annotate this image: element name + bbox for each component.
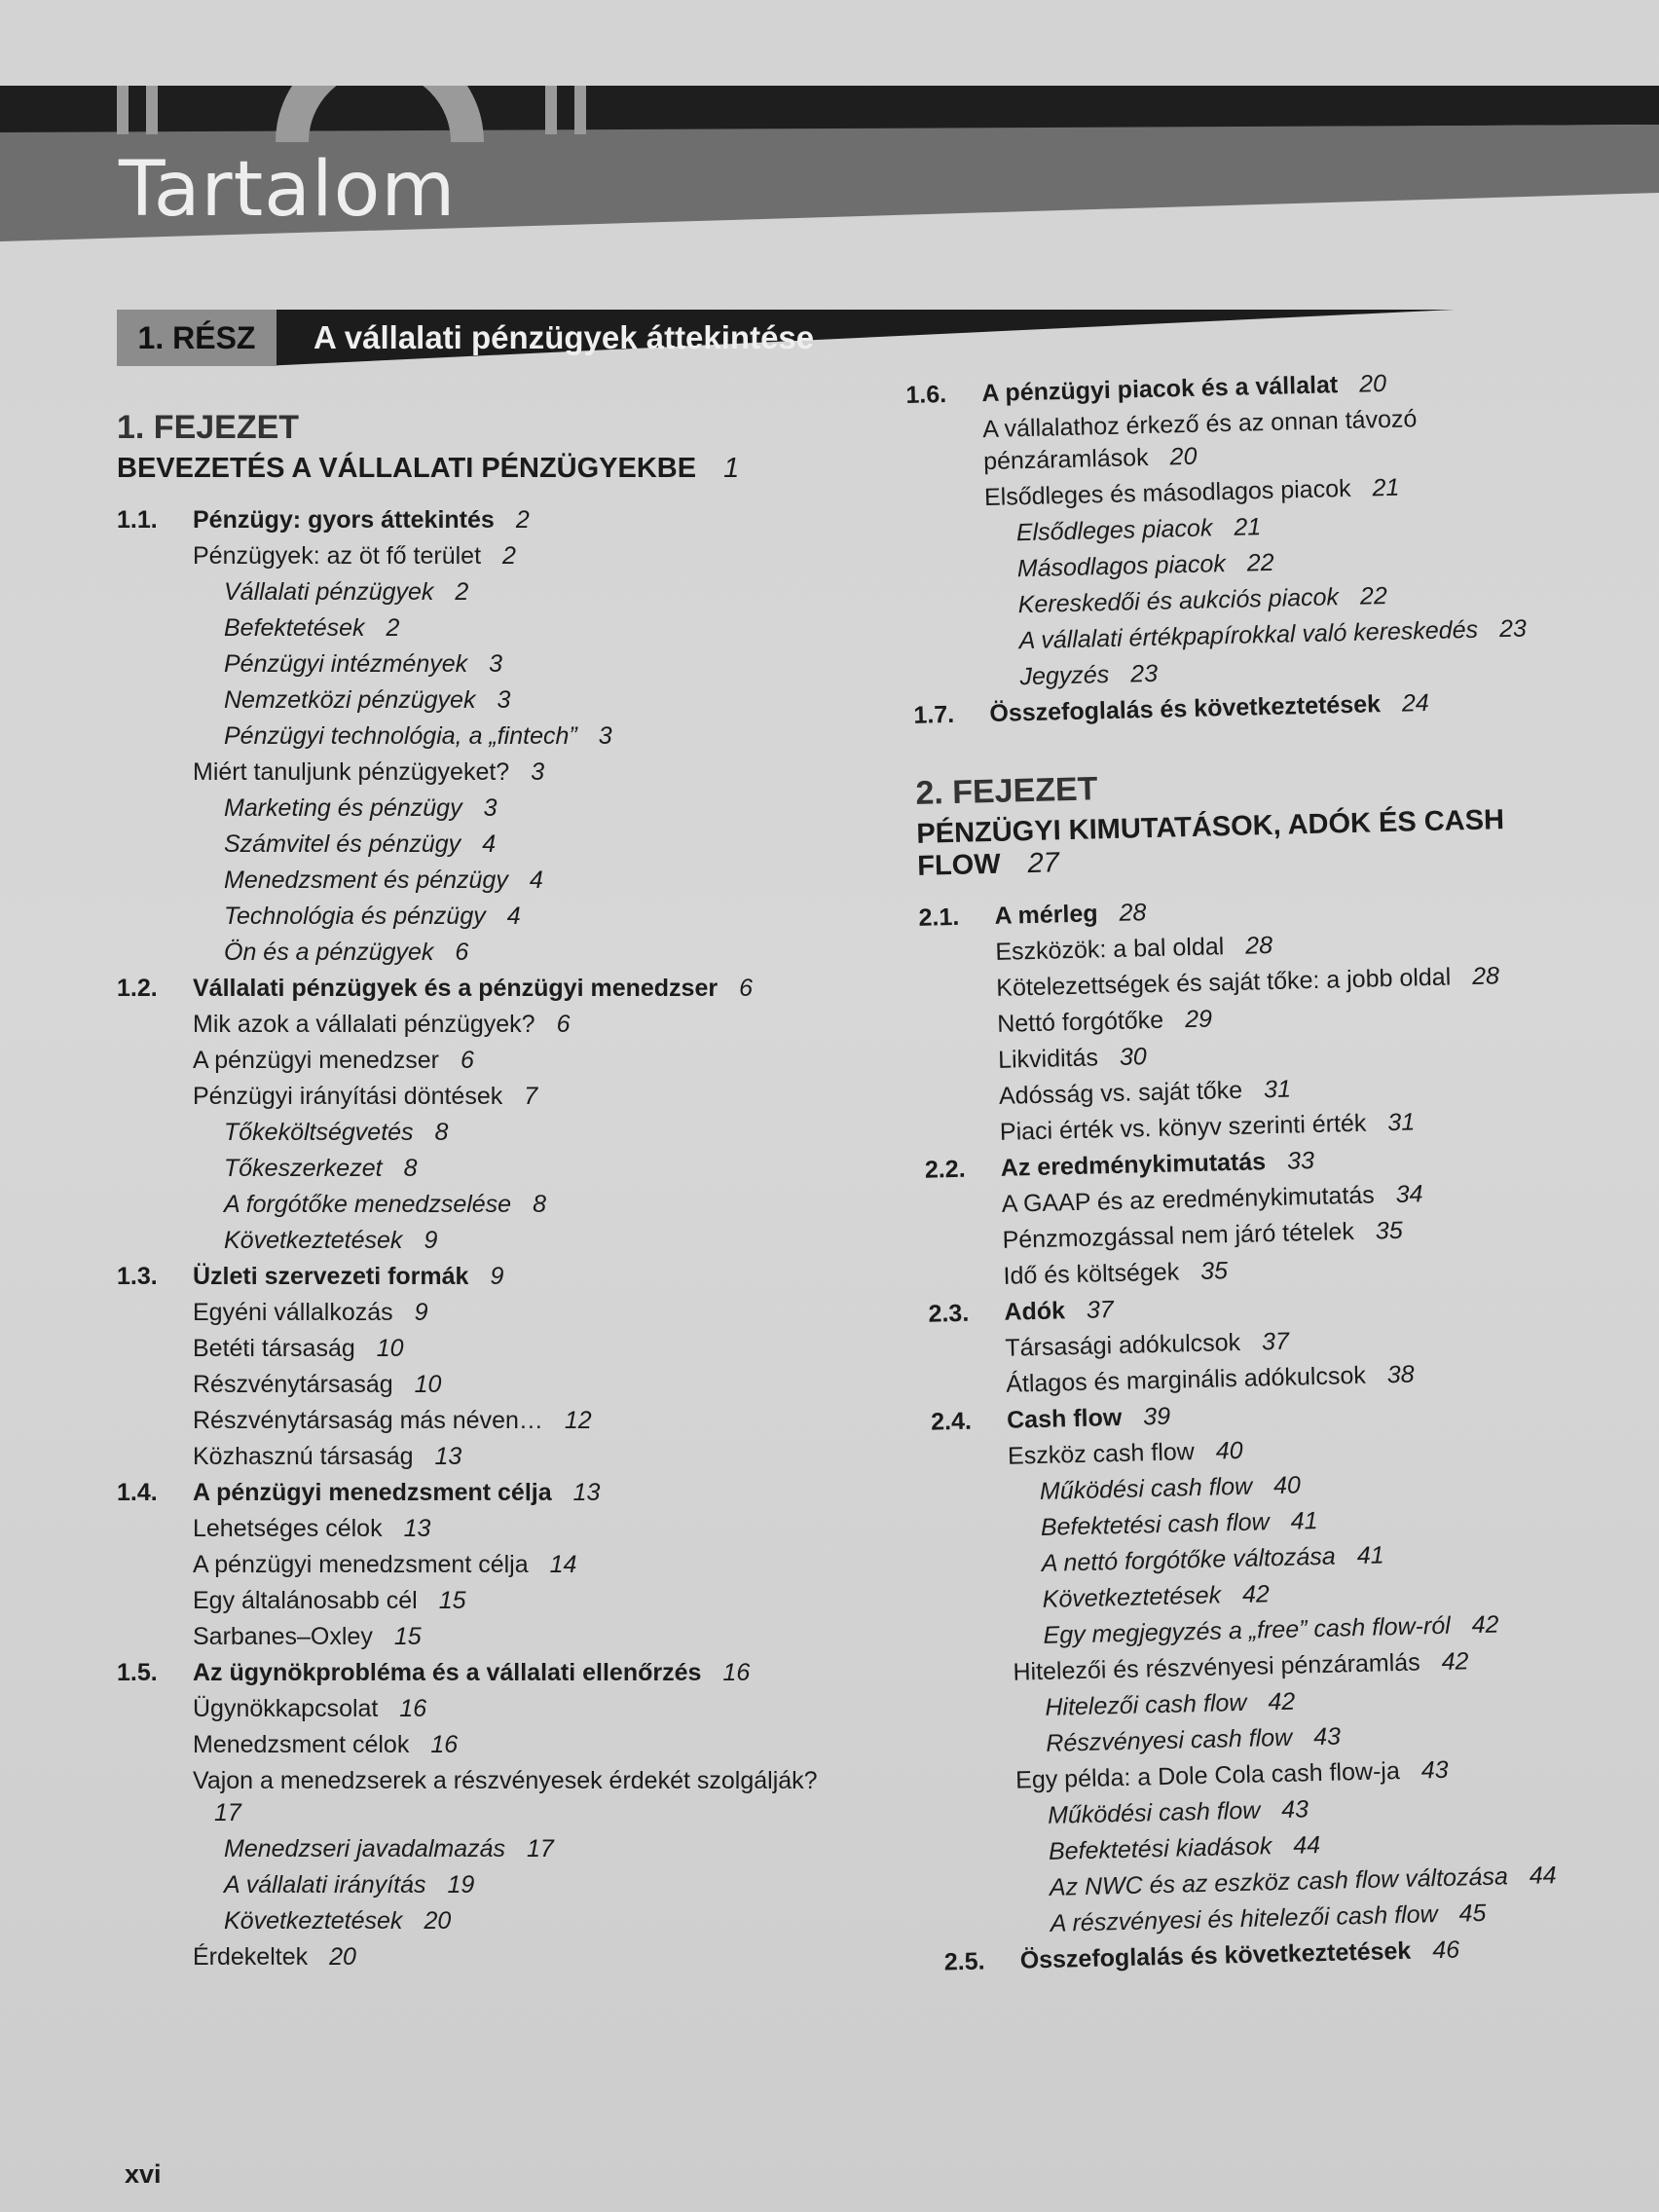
entry-title: Kötelezettségek és saját tőke: a jobb oldal — [996, 963, 1452, 1002]
toc-subsection-entry — [117, 1367, 857, 1403]
entry-title: Vállalati pénzügyek — [224, 578, 434, 606]
entry-page-number: 24 — [1401, 688, 1430, 718]
entry-title: Befektetési kiadások — [1048, 1832, 1272, 1865]
entry-title: Mik azok a vállalati pénzügyek? — [193, 1011, 535, 1038]
entry-page-number: 2 — [386, 614, 400, 642]
section-number: 1.5. — [117, 1659, 158, 1686]
entry-page-number: 43 — [1312, 1722, 1342, 1751]
entry-page-number: 9 — [414, 1299, 428, 1326]
toc-subsection-entry — [117, 1331, 857, 1367]
entry-page-number: 14 — [549, 1551, 577, 1578]
entry-page-number: 21 — [1372, 473, 1400, 502]
toc-subsection-entry — [117, 1079, 857, 1115]
entry-page-number: 6 — [455, 939, 469, 966]
toc-section-entry — [117, 502, 857, 538]
toc-section-entry — [117, 1259, 857, 1295]
entry-page-number: 41 — [1356, 1541, 1384, 1570]
entry-title: Másodlagos piacok — [1016, 550, 1227, 583]
entry-title: Menedzseri javadalmazás — [224, 1835, 506, 1862]
chapter-1-title-text: BEVEZETÉS A VÁLLALATI PÉNZÜGYEKBE — [117, 453, 697, 484]
entry-title: Következtetések — [224, 1907, 403, 1935]
toc-subsection-entry — [117, 755, 857, 791]
entry-page-number: 43 — [1420, 1755, 1449, 1785]
toc-subsubsection-entry — [117, 827, 857, 863]
entry-title: A pénzügyi menedzser — [193, 1047, 439, 1074]
entry-page-number: 44 — [1529, 1862, 1557, 1890]
entry-title: Elsődleges és másodlagos piacok — [983, 474, 1351, 512]
entry-title: Összefoglalás és következtetések — [989, 690, 1382, 727]
section-number: 1.2. — [117, 975, 158, 1002]
entry-title: A vállalathoz érkező és az onnan távozó pénzáramlások — [981, 405, 1418, 476]
entry-title: Részvénytársaság — [193, 1371, 393, 1398]
entry-title: Következtetések — [1042, 1581, 1222, 1613]
part-label: 1. RÉSZ — [117, 310, 276, 366]
entry-page-number: 7 — [524, 1083, 538, 1110]
entry-page-number: 20 — [1169, 442, 1198, 471]
entry-title: A GAAP és az eredménykimutatás — [1001, 1181, 1376, 1218]
entry-title: A pénzügyi menedzsment célja — [193, 1551, 529, 1578]
entry-page-number: 3 — [531, 758, 545, 786]
entry-page-number: 20 — [1358, 369, 1387, 398]
entry-title: A nettó forgótőke változása — [1041, 1542, 1337, 1577]
entry-page-number: 10 — [376, 1335, 404, 1362]
entry-title: Hitelezői és részvényesi pénzáramlás — [1013, 1648, 1420, 1686]
toc-subsubsection-entry — [117, 863, 857, 899]
entry-page-number: 22 — [1246, 548, 1274, 577]
entry-title: Pénzügyi technológia, a „fintech” — [224, 722, 577, 750]
entry-title: Pénzügyi irányítási döntések — [193, 1083, 503, 1110]
entry-title: Üzleti szervezeti formák — [193, 1263, 469, 1290]
entry-title: Hitelezői cash flow — [1045, 1688, 1247, 1721]
entry-page-number: 6 — [556, 1011, 571, 1038]
entry-page-number: 16 — [722, 1659, 751, 1686]
entry-title: Számvitel és pénzügy — [224, 830, 461, 858]
entry-title: Idő és költségek — [1003, 1258, 1180, 1290]
entry-title: Menedzsment és pénzügy — [224, 866, 508, 894]
chapter-2-label: 2. FEJEZET — [914, 770, 1098, 812]
entry-title: A vállalati irányítás — [224, 1871, 426, 1899]
entry-title: Működési cash flow — [1047, 1796, 1261, 1829]
entry-page-number: 12 — [564, 1407, 592, 1434]
entry-title: Az ügynökprobléma és a vállalati ellenőrzés — [193, 1659, 702, 1686]
entry-title: A részvényesi és hitelezői cash flow — [1050, 1900, 1438, 1937]
entry-title: Nemzetközi pénzügyek — [224, 686, 476, 714]
entry-page-number: 22 — [1359, 581, 1388, 610]
entry-page-number: 21 — [1234, 513, 1262, 541]
chapter-1-page: 1 — [723, 453, 740, 484]
toc-subsubsection-entry — [117, 1867, 857, 1903]
toc-subsection-entry — [117, 1043, 857, 1079]
entry-page-number: 28 — [1119, 899, 1147, 927]
entry-page-number: 31 — [1387, 1108, 1416, 1137]
entry-page-number: 8 — [434, 1119, 449, 1146]
entry-page-number: 13 — [572, 1479, 601, 1506]
entry-title: Kereskedői és aukciós piacok — [1017, 583, 1340, 619]
section-number: 2.3. — [928, 1299, 970, 1328]
entry-page-number: 16 — [399, 1695, 427, 1722]
entry-page-number: 46 — [1431, 1936, 1460, 1965]
toc-subsubsection-entry — [117, 719, 857, 755]
entry-page-number: 3 — [497, 686, 511, 714]
entry-title: Piaci érték vs. könyv szerinti érték — [999, 1109, 1367, 1146]
toc-left-column — [117, 409, 857, 1975]
toc-subsection-entry — [117, 1295, 857, 1331]
entry-page-number: 30 — [1119, 1043, 1148, 1071]
section-number: 1.4. — [117, 1479, 158, 1506]
page-title: Tartalom — [119, 146, 457, 234]
entry-title: A mérleg — [994, 900, 1098, 930]
entry-title: Egy megjegyzés a „free” cash flow-ról — [1043, 1611, 1452, 1649]
entry-title: Részvényesi cash flow — [1045, 1723, 1293, 1757]
entry-page-number: 8 — [533, 1191, 546, 1218]
entry-page-number: 3 — [598, 722, 612, 750]
section-number: 1.1. — [117, 506, 158, 534]
entry-title: Pénzmozgással nem járó tételek — [1002, 1218, 1355, 1254]
entry-title: Elsődleges piacok — [1015, 514, 1213, 547]
entry-title: Nettó forgótőke — [996, 1006, 1164, 1038]
entry-page-number: 3 — [489, 650, 503, 678]
toc-subsubsection-entry — [117, 1151, 857, 1187]
entry-title: Eszköz cash flow — [1007, 1438, 1196, 1470]
entry-title: A forgótőke menedzselése — [224, 1191, 512, 1218]
entry-title: Pénzügyek: az öt fő terület — [193, 542, 482, 570]
toc-subsubsection-entry — [117, 646, 857, 682]
entry-title: Tőkeköltségvetés — [224, 1119, 414, 1146]
toc-subsubsection-entry — [117, 1223, 857, 1259]
entry-title: Egy példa: a Dole Cola cash flow-ja — [1014, 1757, 1401, 1794]
toc-subsubsection-entry — [117, 1903, 857, 1939]
entry-page-number: 13 — [434, 1443, 462, 1470]
entry-title: Adósság vs. saját tőke — [998, 1076, 1243, 1110]
part-title: A vállalati pénzügyek áttekintése — [313, 319, 815, 355]
entry-title: Eszközök: a bal oldal — [995, 933, 1225, 966]
toc-section-entry — [117, 1475, 857, 1511]
chapter-1-title — [117, 453, 857, 485]
toc-subsection-entry — [117, 1583, 857, 1619]
section-number: 1.3. — [117, 1263, 158, 1290]
toc-subsection-entry — [117, 1547, 857, 1583]
toc-subsubsection-entry — [117, 610, 857, 646]
entry-page-number: 6 — [739, 975, 753, 1002]
chapter-2-title — [916, 801, 1618, 883]
entry-title: Adók — [1004, 1297, 1066, 1326]
chapter-1-entries — [117, 502, 857, 1975]
entry-title: Likviditás — [997, 1044, 1099, 1074]
section-number: 2.2. — [924, 1155, 966, 1184]
chapter-1-continued-entries — [905, 360, 1615, 733]
entry-page-number: 41 — [1290, 1507, 1318, 1535]
entry-page-number: 31 — [1263, 1075, 1292, 1104]
entry-page-number: 29 — [1184, 1005, 1213, 1034]
entry-title: A pénzügyi piacok és a vállalat — [981, 371, 1339, 408]
entry-page-number: 37 — [1261, 1327, 1290, 1356]
entry-title: Érdekeltek — [193, 1943, 309, 1971]
toc-subsection-entry — [117, 1691, 857, 1727]
toc-subsection-entry — [117, 1511, 857, 1547]
toc-subsubsection-entry — [117, 899, 857, 935]
entry-page-number: 2 — [455, 578, 469, 606]
entry-page-number: 43 — [1280, 1795, 1309, 1824]
entry-title: Befektetések — [224, 614, 365, 642]
toc-right-column — [905, 360, 1645, 1980]
entry-title: Technológia és pénzügy — [224, 903, 486, 930]
entry-page-number: 8 — [403, 1155, 418, 1182]
entry-title: Betéti társaság — [193, 1335, 355, 1362]
entry-page-number: 37 — [1086, 1296, 1115, 1324]
toc-subsection-entry — [117, 1763, 857, 1831]
entry-page-number: 42 — [1441, 1647, 1469, 1676]
entry-title: Egy általánosabb cél — [193, 1587, 418, 1614]
entry-page-number: 28 — [1244, 931, 1273, 960]
toc-subsection-entry — [117, 1007, 857, 1043]
entry-page-number: 35 — [1375, 1216, 1404, 1245]
entry-page-number: 34 — [1395, 1180, 1423, 1208]
section-number: 2.1. — [918, 903, 960, 932]
toc-section-entry — [117, 1655, 857, 1691]
entry-title: Ön és a pénzügyek — [224, 939, 434, 966]
chapter-2-title-text: PÉNZÜGYI KIMUTATÁSOK, ADÓK ÉS CASH FLOW — [916, 804, 1505, 882]
entry-title: Közhasznú társaság — [193, 1443, 414, 1470]
entry-page-number: 10 — [414, 1371, 442, 1398]
entry-page-number: 2 — [515, 506, 530, 534]
entry-page-number: 19 — [447, 1871, 475, 1899]
entry-page-number: 2 — [502, 542, 516, 570]
entry-title: Ügynökkapcsolat — [193, 1695, 379, 1722]
entry-page-number: 42 — [1241, 1580, 1271, 1608]
entry-title: Lehetséges célok — [193, 1515, 383, 1542]
toc-subsubsection-entry — [117, 1831, 857, 1867]
entry-page-number: 15 — [438, 1587, 466, 1614]
entry-page-number: 23 — [1129, 659, 1159, 688]
entry-title: Tőkeszerkezet — [224, 1155, 383, 1182]
entry-title: Az NWC és az eszköz cash flow változása — [1049, 1862, 1509, 1901]
chapter-2-entries — [918, 883, 1645, 1980]
entry-page-number: 20 — [424, 1907, 452, 1935]
toc-subsection-entry — [117, 1403, 857, 1439]
section-number: 2.4. — [930, 1407, 973, 1436]
toc-subsection-entry — [117, 538, 857, 574]
entry-page-number: 9 — [424, 1227, 438, 1254]
chapter-2-page: 27 — [1027, 847, 1060, 880]
entry-title: Az eredménykimutatás — [1000, 1148, 1267, 1182]
entry-title: Következtetések — [224, 1227, 403, 1254]
entry-title: Jegyzés — [1019, 660, 1110, 691]
toc-subsubsection-entry — [117, 574, 857, 610]
entry-title: Pénzügy: gyors áttekintés — [193, 506, 495, 534]
entry-page-number: 40 — [1215, 1436, 1243, 1465]
toc-subsection-entry — [117, 1619, 857, 1655]
entry-title: Összefoglalás és következtetések — [1019, 1936, 1412, 1974]
entry-page-number: 17 — [527, 1835, 554, 1862]
toc-subsubsection-entry — [117, 791, 857, 827]
entry-title: Társasági adókulcsok — [1005, 1328, 1241, 1362]
toc-subsection-entry — [117, 1727, 857, 1763]
entry-page-number: 40 — [1272, 1471, 1302, 1500]
section-number: 1.7. — [913, 700, 955, 729]
entry-title: Miért tanuljunk pénzügyeket? — [193, 758, 510, 786]
entry-title: Vállalati pénzügyek és a pénzügyi menedzser — [193, 975, 719, 1002]
entry-page-number: 17 — [214, 1799, 241, 1826]
entry-page-number: 45 — [1458, 1899, 1487, 1928]
entry-title: Menedzsment célok — [193, 1731, 410, 1758]
entry-page-number: 3 — [483, 794, 498, 822]
entry-title: A pénzügyi menedzsment célja — [193, 1479, 552, 1506]
entry-title: Befektetési cash flow — [1040, 1508, 1271, 1541]
entry-page-number: 4 — [506, 903, 521, 930]
entry-page-number: 28 — [1471, 962, 1500, 990]
entry-title: A vállalati értékpapírokkal való kereskedés — [1018, 615, 1479, 655]
entry-title: Egyéni vállalkozás — [193, 1299, 393, 1326]
entry-title: Pénzügyi intézmények — [224, 650, 468, 678]
entry-page-number: 4 — [529, 866, 543, 894]
section-number: 2.5. — [943, 1947, 985, 1976]
toc-subsection-entry — [117, 1939, 857, 1975]
entry-page-number: 44 — [1292, 1831, 1321, 1860]
entry-page-number: 23 — [1498, 614, 1528, 644]
entry-title: Részvénytársaság más néven… — [193, 1407, 543, 1434]
section-number: 1.6. — [905, 380, 947, 409]
page-number: xvi — [125, 2159, 162, 2189]
entry-page-number: 13 — [403, 1515, 431, 1542]
entry-title: Működési cash flow — [1039, 1472, 1253, 1505]
entry-page-number: 42 — [1268, 1687, 1296, 1716]
toc-subsubsection-entry — [117, 1187, 857, 1223]
entry-page-number: 35 — [1199, 1257, 1229, 1285]
entry-page-number: 15 — [393, 1623, 422, 1650]
entry-page-number: 16 — [430, 1731, 459, 1758]
entry-page-number: 33 — [1286, 1146, 1315, 1175]
entry-page-number: 20 — [329, 1943, 356, 1971]
entry-title: Sarbanes–Oxley — [193, 1623, 373, 1650]
entry-title: Marketing és pénzügy — [224, 794, 462, 822]
entry-page-number: 9 — [490, 1263, 504, 1290]
entry-page-number: 42 — [1471, 1610, 1499, 1640]
toc-section-entry — [117, 971, 857, 1007]
toc-subsubsection-entry — [117, 1115, 857, 1151]
entry-title: Átlagos és marginális adókulcsok — [1005, 1361, 1367, 1398]
entry-page-number: 4 — [482, 830, 497, 858]
toc-subsection-entry — [117, 1439, 857, 1475]
toc-subsubsection-entry — [117, 935, 857, 971]
entry-page-number: 6 — [460, 1047, 474, 1074]
entry-page-number: 39 — [1142, 1402, 1171, 1431]
toc-subsubsection-entry — [117, 682, 857, 719]
entry-title: Cash flow — [1006, 1403, 1123, 1434]
entry-page-number: 38 — [1386, 1360, 1415, 1389]
entry-title: Vajon a menedzserek a részvényesek érdekét szolgálják? — [193, 1767, 818, 1794]
chapter-1-label: 1. FEJEZET — [117, 409, 300, 446]
